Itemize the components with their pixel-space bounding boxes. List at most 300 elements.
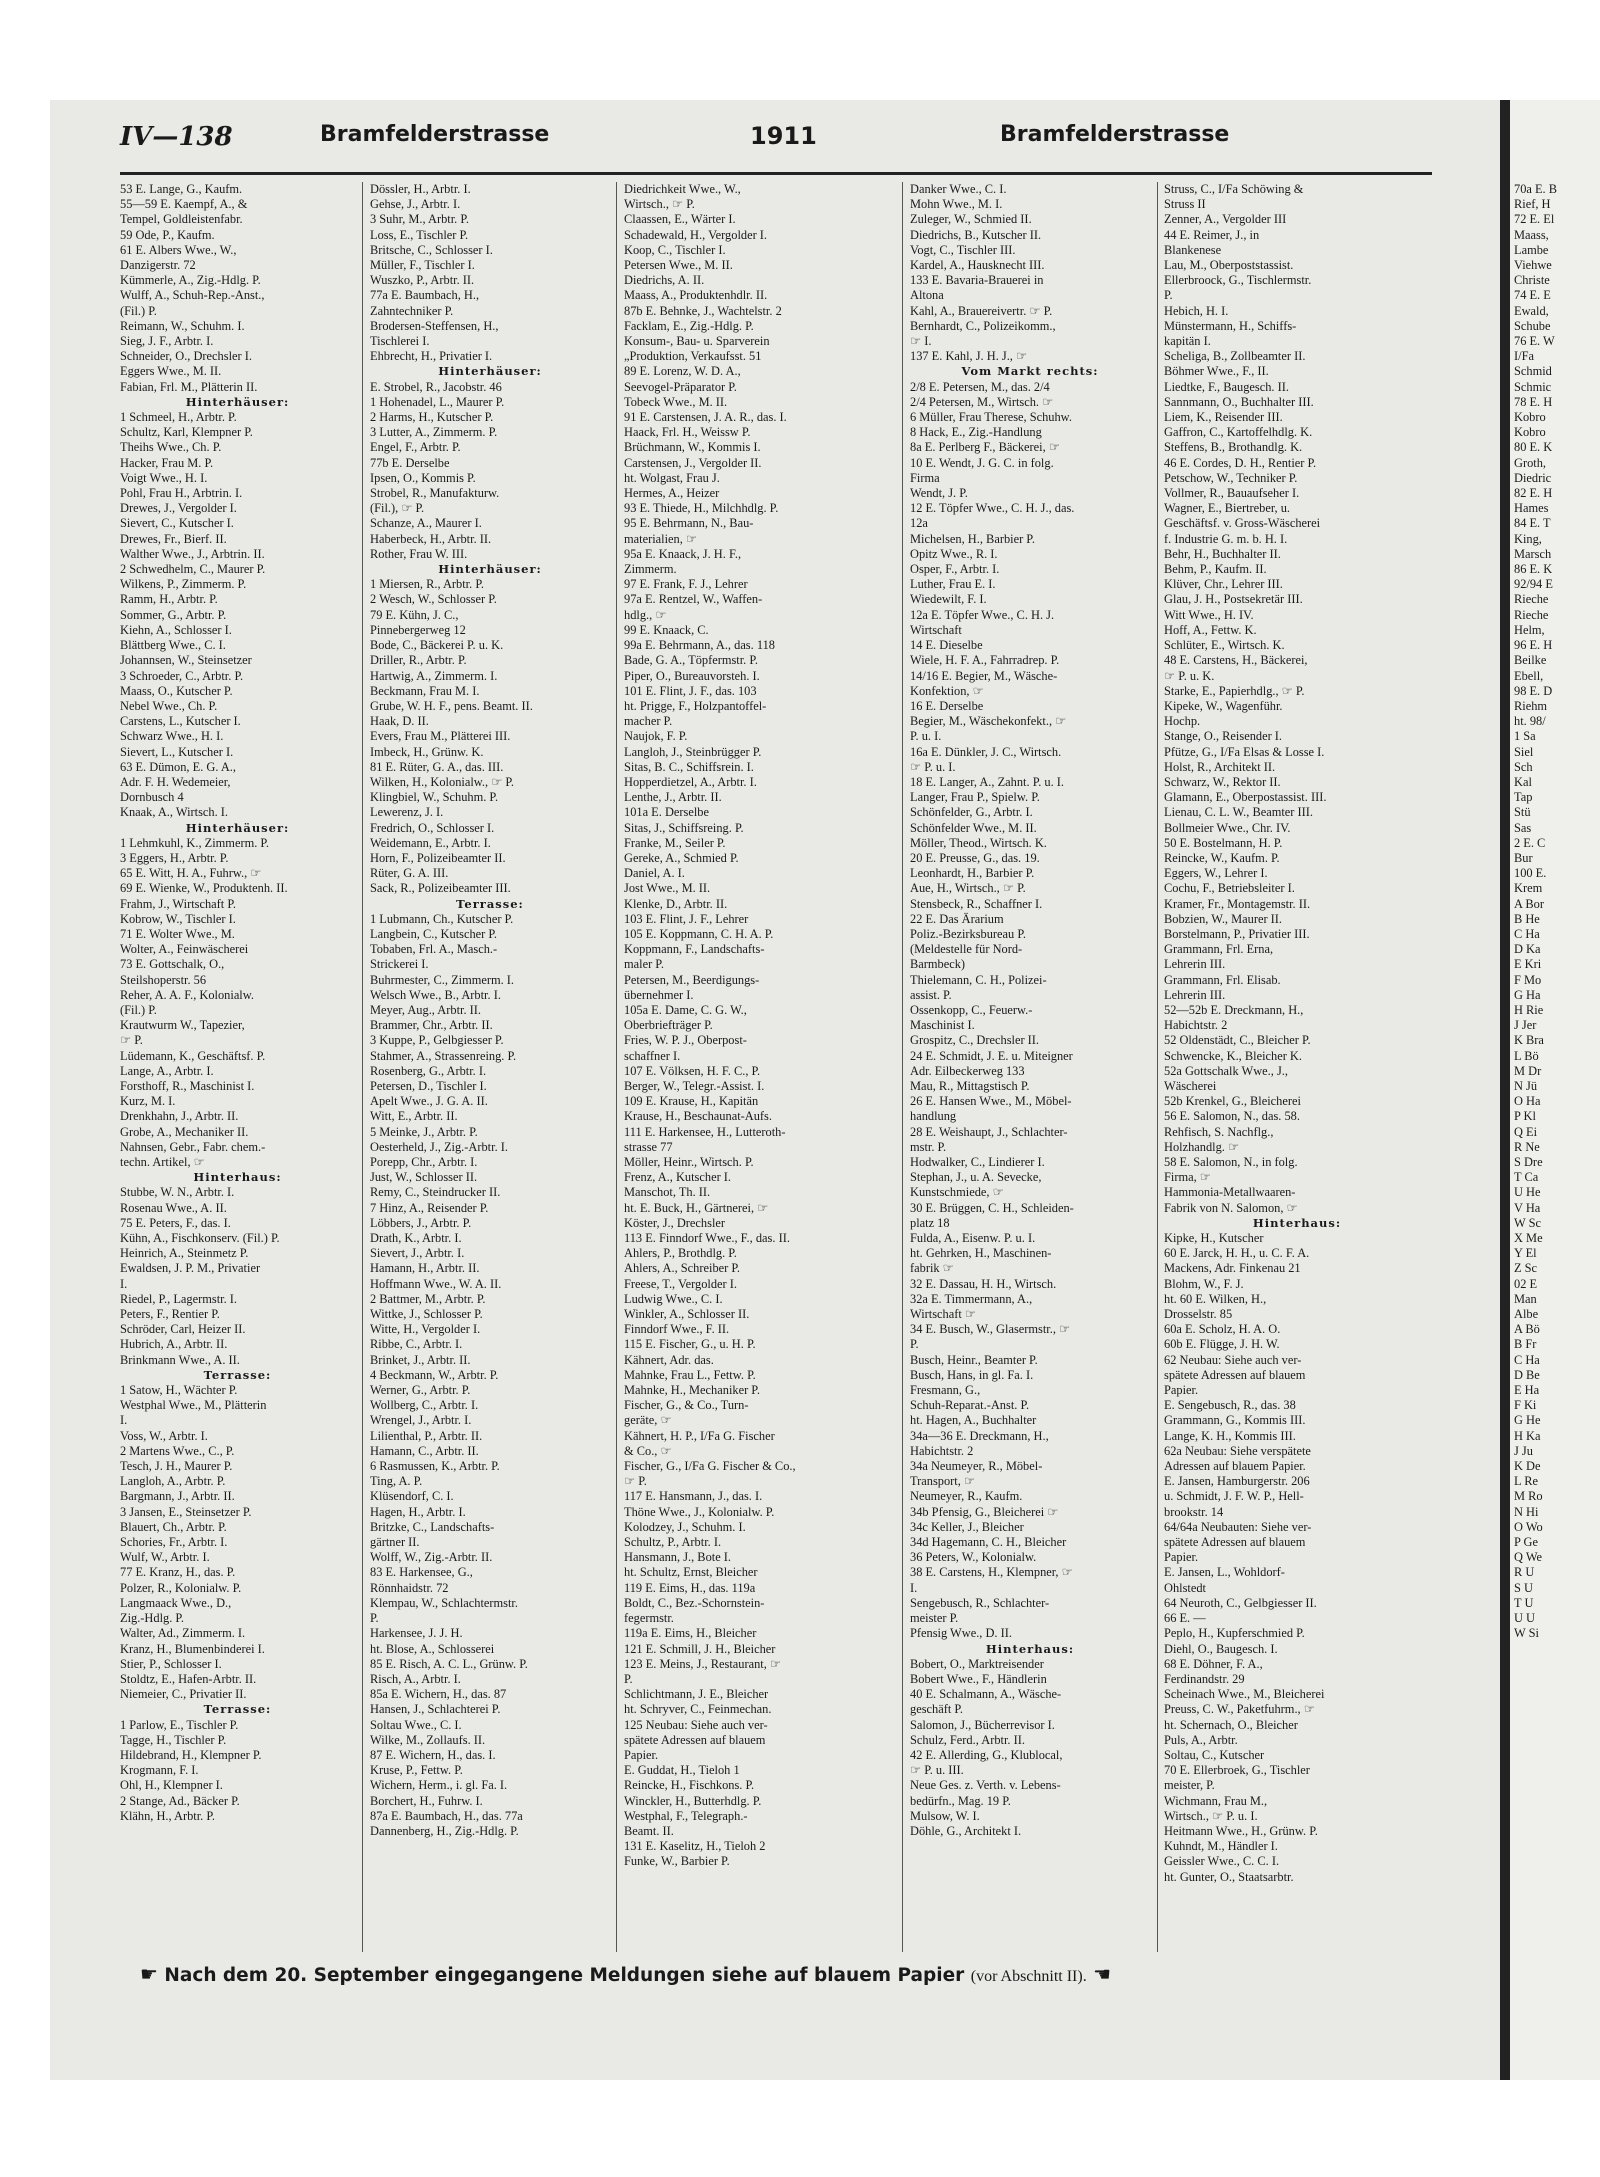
- directory-entry: Freese, T., Vergolder I.: [624, 1276, 737, 1291]
- directory-entry: Sieg, J. F., Arbtr. I.: [120, 334, 214, 349]
- directory-entry: Reincke, W., Kaufm. P.: [1164, 850, 1280, 865]
- next-page-entry: Kobro: [1514, 410, 1546, 425]
- directory-entry: Brinkmann Wwe., A. II.: [120, 1352, 240, 1367]
- directory-entry: Hochp.: [1164, 714, 1201, 729]
- directory-entry: Sack, R., Polizeibeamter III.: [370, 881, 511, 896]
- next-page-entry: D Be: [1514, 1367, 1540, 1382]
- next-page-entry: Schube: [1514, 318, 1551, 333]
- next-page-entry: 98 E. D: [1514, 683, 1553, 698]
- directory-entry: Wittke, J., Schlosser P.: [370, 1307, 483, 1322]
- next-page-entry: Kal: [1514, 774, 1532, 789]
- directory-entry: 71 E. Wolter Wwe., M.: [120, 926, 235, 941]
- directory-entry: 125 Neubau: Siehe auch ver-: [624, 1717, 768, 1732]
- directory-entry: Grammann, Frl. Elisab.: [1164, 972, 1281, 987]
- directory-entry: Langbein, C., Kutscher P.: [370, 926, 497, 941]
- directory-entry: Ahlers, A., Schreiber P.: [624, 1261, 740, 1276]
- directory-entry: 6 Müller, Frau Therese, Schuhw.: [910, 410, 1072, 425]
- directory-entry: Wilke, M., Zollaufs. II.: [370, 1732, 486, 1747]
- directory-entry: Horn, F., Polizeibeamter II.: [370, 850, 506, 865]
- directory-entry: 3 Suhr, M., Arbtr. P.: [370, 212, 469, 227]
- directory-entry: Haak, D. II.: [370, 714, 429, 729]
- directory-entry: Stensbeck, R., Schaffner I.: [910, 896, 1043, 911]
- directory-entry: Steilshoperstr. 56: [120, 972, 207, 987]
- directory-entry: meister P.: [910, 1611, 959, 1626]
- directory-entry: Holst, R., Architekt II.: [1164, 759, 1276, 774]
- directory-entry: 66 E. —: [1164, 1611, 1206, 1626]
- directory-entry: Borstelmann, P., Privatier III.: [1164, 926, 1310, 941]
- directory-entry: Rüter, G. A. III.: [370, 866, 449, 881]
- directory-entry: Geissler Wwe., C. C. I.: [1164, 1854, 1280, 1869]
- directory-entry: ht. Hagen, A., Buchhalter: [910, 1413, 1037, 1428]
- directory-entry: Kobrow, W., Tischler I.: [120, 911, 236, 926]
- directory-entry: Petersen Wwe., M. II.: [624, 258, 733, 273]
- directory-entry: Daniel, A. I.: [624, 866, 685, 881]
- directory-entry: Heinrich, A., Steinmetz P.: [120, 1246, 249, 1261]
- next-page-entry: U U: [1514, 1611, 1535, 1626]
- directory-entry: Rosenau Wwe., A. II.: [120, 1200, 227, 1215]
- directory-entry: Hamann, C., Arbtr. II.: [370, 1443, 479, 1458]
- directory-entry: Britsche, C., Schlosser I.: [370, 242, 493, 257]
- next-page-entry: 100 E.: [1514, 866, 1547, 881]
- next-page-entry: L Re: [1514, 1474, 1538, 1489]
- directory-entry: Beamt. II.: [624, 1823, 674, 1838]
- directory-entry: Hammonia-Metallwaaren-: [1164, 1185, 1296, 1200]
- directory-entry: Altona: [910, 288, 944, 303]
- directory-entry: ☞ P. u. K.: [1164, 668, 1215, 683]
- next-page-entry: Hames: [1514, 501, 1549, 516]
- directory-entry: Hansen, J., Schlachterei P.: [370, 1702, 501, 1717]
- pointing-hand-icon: ☛: [140, 1962, 158, 1986]
- directory-entry: Geschäftsf. v. Gross-Wäscherei: [1164, 516, 1321, 531]
- directory-entry: Oberbriefträger P.: [624, 1018, 713, 1033]
- next-page-entry: Z Sc: [1514, 1261, 1538, 1276]
- directory-entry: Wolff, W., Zig.-Arbtr. II.: [370, 1550, 493, 1565]
- directory-entry: Niemeier, C., Privatier II.: [120, 1687, 247, 1702]
- directory-entry: ht. Gehrken, H., Maschinen-: [910, 1246, 1052, 1261]
- directory-entry: Zahntechniker P.: [370, 303, 454, 318]
- directory-entry: Schanze, A., Maurer I.: [370, 516, 482, 531]
- directory-entry: Bobzien, W., Maurer II.: [1164, 911, 1283, 926]
- directory-entry: Just, W., Schlosser II.: [370, 1170, 478, 1185]
- directory-entry: Bollmeier Wwe., Chr. IV.: [1164, 820, 1291, 835]
- next-page-entry: King,: [1514, 531, 1542, 546]
- next-page-entry: Maass,: [1514, 227, 1549, 242]
- footer-subnote: (vor Abschnitt II).: [970, 1968, 1087, 1985]
- directory-entry: Papier.: [624, 1747, 659, 1762]
- next-page-entry: A Bö: [1514, 1322, 1540, 1337]
- directory-entry: Kahl, A., Brauereivertr. ☞ P.: [910, 303, 1053, 318]
- directory-entry: 60b E. Flügge, J. H. W.: [1164, 1337, 1280, 1352]
- directory-entry: 2 Stange, Ad., Bäcker P.: [120, 1793, 240, 1808]
- directory-entry: ☞ P.: [120, 1033, 143, 1048]
- directory-entry: Köster, J., Drechsler: [624, 1215, 726, 1230]
- directory-entry: Ewaldsen, J. P. M., Privatier: [120, 1261, 261, 1276]
- directory-entry: E. Jansen, L., Wohldorf-: [1164, 1565, 1285, 1580]
- section-heading: Hinterhaus:: [985, 1641, 1075, 1656]
- directory-entry: 20 E. Preusse, G., das. 19.: [910, 850, 1040, 865]
- directory-entry: 99 E. Knaack, C.: [624, 622, 709, 637]
- directory-entry: 52—52b E. Dreckmann, H.,: [1164, 1002, 1304, 1017]
- directory-entry: meister, P.: [1164, 1778, 1215, 1793]
- directory-entry: Bode, C., Bäckerei P. u. K.: [370, 638, 504, 653]
- directory-entry: Tobeck Wwe., M. II.: [624, 394, 728, 409]
- directory-entry: 79 E. Kühn, J. C.,: [370, 607, 459, 622]
- directory-entry: Tesch, J. H., Maurer P.: [120, 1459, 233, 1474]
- directory-entry: Sievert, L., Kutscher I.: [120, 744, 234, 759]
- directory-entry: Peters, F., Rentier P.: [120, 1307, 220, 1322]
- directory-entry: Berger, W., Telegr.-Assist. I.: [624, 1078, 765, 1093]
- directory-entry: Barmbeck): [910, 957, 966, 972]
- directory-entry: Salomon, J., Bücherrevisor I.: [910, 1717, 1055, 1732]
- directory-entry: Claassen, E., Wärter I.: [624, 212, 736, 227]
- directory-entry: Grospitz, C., Drechsler II.: [910, 1033, 1040, 1048]
- directory-entry: Weidemann, E., Arbtr. I.: [370, 835, 491, 850]
- directory-entry: Hodwalker, C., Lindierer I.: [910, 1155, 1045, 1169]
- directory-entry: I.: [910, 1580, 918, 1595]
- directory-entry: ☞ P.: [624, 1474, 647, 1489]
- directory-entry: Schlichtmann, J. E., Bleicher: [624, 1687, 769, 1702]
- directory-entry: Stange, O., Reisender I.: [1164, 729, 1283, 744]
- next-page-entry: W Sc: [1514, 1215, 1541, 1230]
- directory-entry: Klingbiel, W., Schuhm. P.: [370, 790, 499, 805]
- directory-entry: 34c Keller, J., Bleicher: [910, 1519, 1024, 1534]
- directory-entry: Maass, A., Produktenhdlr. II.: [624, 288, 768, 303]
- directory-entry: 68 E. Döhner, F. A.,: [1164, 1656, 1263, 1671]
- next-page-entry: 92/94 E: [1514, 577, 1553, 592]
- directory-entry: Klüver, Chr., Lehrer III.: [1164, 577, 1283, 592]
- directory-entry: Ohlstedt: [1164, 1580, 1206, 1595]
- next-page-entry: K Bra: [1514, 1033, 1544, 1048]
- pointing-hand-left-icon: ☚: [1093, 1962, 1112, 1986]
- next-page-entry: S U: [1514, 1580, 1533, 1595]
- directory-entry: spätete Adressen auf blauem: [1164, 1535, 1306, 1550]
- directory-entry: 12 E. Töpfer Wwe., C. H. J., das.: [910, 501, 1075, 516]
- next-page-entry: Beilke: [1514, 653, 1547, 668]
- directory-entry: Ellerbroock, G., Tischlermstr.: [1164, 273, 1312, 288]
- directory-entry: Klüsendorf, C. I.: [370, 1489, 454, 1504]
- directory-entry: P.: [1164, 288, 1173, 303]
- directory-entry: 70 E. Ellerbroek, G., Tischler: [1164, 1763, 1310, 1778]
- directory-entry: Hagen, H., Arbtr. I.: [370, 1504, 466, 1519]
- directory-entry: Holzhandlg. ☞: [1164, 1139, 1240, 1154]
- directory-entry: Hartwig, A., Zimmerm. I.: [370, 668, 498, 683]
- directory-entry: ht. Blose, A., Schlosserei: [370, 1641, 495, 1656]
- next-page-entry: Stü: [1514, 805, 1531, 820]
- directory-entry: Polzer, R., Kolonialw. P.: [120, 1580, 242, 1595]
- directory-entry: Preuss, C. W., Paketfuhrm., ☞: [1164, 1702, 1315, 1717]
- directory-entry: 87a E. Baumbach, H., das. 77a: [370, 1808, 523, 1823]
- directory-entry: 1 Lehmkuhl, K., Zimmerm. P.: [120, 835, 270, 850]
- directory-entry: Stahmer, A., Strassenreing. P.: [370, 1048, 517, 1063]
- next-page-entry: Krem: [1514, 881, 1543, 896]
- directory-entry: 97a E. Rentzel, W., Waffen-: [624, 592, 763, 607]
- next-page-entry: F Mo: [1514, 972, 1542, 987]
- directory-entry: Sitas, J., Schiffsreing. P.: [624, 820, 744, 835]
- directory-entry: 8 Hack, E., Zig.-Handlung: [910, 425, 1042, 440]
- directory-entry: 2 Martens Wwe., C., P.: [120, 1443, 235, 1458]
- directory-entry: Kipke, H., Kutscher: [1164, 1231, 1264, 1246]
- directory-entry: Rehfisch, S. Nachflg.,: [1164, 1124, 1274, 1139]
- next-page-entry: H Rie: [1514, 1002, 1544, 1017]
- directory-entry: Lange, K. H., Kommis III.: [1164, 1428, 1296, 1443]
- directory-entry: Hoff, A., Fettw. K.: [1164, 622, 1257, 637]
- directory-entry: 111 E. Harkensee, H., Lutteroth-: [624, 1124, 786, 1139]
- next-page-entry: 1 Sa: [1514, 729, 1536, 744]
- next-page-entry: G He: [1514, 1413, 1541, 1428]
- directory-entry: Loss, E., Tischler P.: [370, 227, 469, 242]
- page-number: IV—138: [120, 122, 233, 152]
- directory-entry: Pohl, Frau H., Arbtrin. I.: [120, 486, 243, 501]
- directory-entry: gärtner II.: [370, 1535, 420, 1550]
- directory-entry: Lewerenz, J. I.: [370, 805, 444, 820]
- directory-entry: Walther Wwe., J., Arbtrin. II.: [120, 546, 265, 561]
- directory-entry: Hopperdietzel, A., Arbtr. I.: [624, 774, 757, 789]
- directory-entry: Michelsen, H., Barbier P.: [910, 531, 1035, 546]
- directory-entry: Fredrich, O., Schlosser I.: [370, 820, 495, 835]
- directory-entry: P.: [910, 1337, 919, 1352]
- section-heading: Terrasse:: [456, 896, 524, 911]
- next-page-entry: Q Ei: [1514, 1124, 1538, 1139]
- directory-entry: 52 Oldenstädt, C., Bleicher P.: [1164, 1033, 1311, 1048]
- directory-entry: Borchert, H., Fuhrw. I.: [370, 1793, 483, 1808]
- directory-entry: Ludwig Wwe., C. I.: [624, 1291, 723, 1306]
- directory-entry: 3 Kuppe, P., Gelbgiesser P.: [370, 1033, 504, 1048]
- directory-entry: 3 Eggers, H., Arbtr. P.: [120, 850, 229, 865]
- next-page-entry: 80 E. K: [1514, 440, 1553, 455]
- next-page-entry: A Bor: [1514, 896, 1544, 911]
- directory-entry: Kramer, Fr., Montagemstr. II.: [1164, 896, 1311, 911]
- directory-entry: Petersen, M., Beerdigungs-: [624, 972, 760, 987]
- directory-entry: 81 E. Rüter, G. A., das. III.: [370, 759, 504, 774]
- directory-entry: 5 Meinke, J., Arbtr. P.: [370, 1124, 478, 1139]
- directory-entry: Adressen auf blauem Papier.: [1164, 1459, 1306, 1474]
- column-divider: [902, 182, 903, 1952]
- next-page-edge: [1510, 100, 1600, 2080]
- directory-entry: Schwarz, W., Rektor II.: [1164, 774, 1281, 789]
- directory-entry: Hermes, A., Heizer: [624, 486, 720, 501]
- directory-entry: Soltau Wwe., C. I.: [370, 1717, 462, 1732]
- directory-entry: Mackens, Adr. Finkenau 21: [1164, 1261, 1301, 1276]
- next-page-entry: Man: [1514, 1291, 1537, 1306]
- next-page-entry: 82 E. H: [1514, 486, 1553, 501]
- directory-entry: 62 Neubau: Siehe auch ver-: [1164, 1352, 1302, 1367]
- directory-entry: 107 E. Völksen, H. F. C., P.: [624, 1063, 761, 1078]
- directory-entry: 121 E. Schmill, J. H., Bleicher: [624, 1641, 776, 1656]
- next-page-entry: Y El: [1514, 1246, 1537, 1261]
- next-page-entry: G Ha: [1514, 987, 1541, 1002]
- column-divider: [362, 182, 363, 1952]
- directory-entry: E. Jansen, Hamburgerstr. 206: [1164, 1474, 1310, 1489]
- directory-entry: Grammann, G., Kommis III.: [1164, 1413, 1306, 1428]
- directory-entry: 60 E. Jarck, H. H., u. C. F. A.: [1164, 1246, 1310, 1261]
- directory-entry: 14/16 E. Begier, M., Wäsche-: [910, 668, 1058, 683]
- directory-entry: Beckmann, Frau M. I.: [370, 683, 480, 698]
- directory-entry: Ossenkopp, C., Feuerw.-: [910, 1002, 1033, 1017]
- directory-entry: Schulz, Ferd., Arbtr. II.: [910, 1732, 1025, 1747]
- directory-entry: 32 E. Dassau, H. H., Wirtsch.: [910, 1276, 1057, 1291]
- directory-entry: schaffner I.: [624, 1048, 681, 1063]
- directory-entry: mstr. P.: [910, 1139, 947, 1154]
- directory-entry: ht. Gunter, O., Staatsarbtr.: [1164, 1869, 1294, 1884]
- next-page-entry: V Ha: [1514, 1200, 1541, 1215]
- directory-entry: macher P.: [624, 714, 673, 729]
- directory-entry: Meyer, Aug., Arbtr. II.: [370, 1002, 481, 1017]
- directory-entry: Bade, G. A., Töpfermstr. P.: [624, 653, 758, 668]
- directory-entry: 85a E. Wichern, H., das. 87: [370, 1687, 507, 1702]
- directory-entry: Langer, Frau P., Spielw. P.: [910, 790, 1040, 805]
- directory-entry: Scheliga, B., Zollbeamter II.: [1164, 349, 1306, 364]
- directory-entry: Drewes, Fr., Bierf. II.: [120, 531, 227, 546]
- directory-entry: Krogmann, F. I.: [120, 1763, 199, 1778]
- directory-entry: 42 E. Allerding, G., Klublocal,: [910, 1747, 1063, 1762]
- directory-entry: 101a E. Derselbe: [624, 805, 709, 820]
- directory-entry: 105a E. Dame, C. G. W.,: [624, 1002, 747, 1017]
- directory-entry: Haack, Frl. H., Weissw P.: [624, 425, 751, 440]
- footer-text: Nach dem 20. September eingegangene Meldungen siehe auf blauem Papier: [164, 1965, 965, 1986]
- directory-entry: Bobert Wwe., F., Händlerin: [910, 1671, 1047, 1686]
- directory-entry: Risch, A., Arbtr. I.: [370, 1671, 461, 1686]
- next-page-entry: H Ka: [1514, 1428, 1541, 1443]
- next-page-entry: Christe: [1514, 273, 1550, 288]
- section-heading: Hinterhaus:: [1252, 1215, 1342, 1230]
- directory-entry: Jost Wwe., M. II.: [624, 881, 711, 896]
- section-heading: Hinterhäuser:: [438, 562, 542, 577]
- next-page-entry: Albe: [1514, 1307, 1539, 1322]
- next-page-entry: Sch: [1514, 759, 1533, 774]
- directory-entry: 48 E. Carstens, H., Bäckerei,: [1164, 653, 1308, 668]
- directory-entry: Tagge, H., Tischler P.: [120, 1732, 227, 1747]
- next-page-entry: P Kl: [1514, 1109, 1536, 1124]
- directory-entry: Drenkhahn, J., Arbtr. II.: [120, 1109, 239, 1124]
- directory-entry: Winkler, A., Schlosser II.: [624, 1307, 750, 1322]
- next-page-entry: Diedric: [1514, 470, 1552, 485]
- directory-entry: Westphal, F., Telegraph.-: [624, 1808, 748, 1823]
- directory-entry: Möller, Theod., Wirtsch. K.: [910, 835, 1047, 850]
- directory-entry: Ramm, H., Arbtr. P.: [120, 592, 218, 607]
- directory-entry: ht. E. Buck, H., Gärtnerei, ☞: [624, 1200, 769, 1215]
- directory-entry: ☞ P. u. III.: [910, 1763, 964, 1778]
- directory-entry: Gaffron, C., Kartoffelhdlg. K.: [1164, 425, 1313, 440]
- next-page-entry: O Ha: [1514, 1094, 1541, 1109]
- directory-entry: Haberbeck, H., Arbtr. II.: [370, 531, 492, 546]
- directory-entry: Schories, Fr., Arbtr. I.: [120, 1535, 228, 1550]
- directory-entry: 2 Harms, H., Kutscher P.: [370, 410, 494, 425]
- directory-entry: Klähn, H., Arbtr. P.: [120, 1808, 215, 1823]
- directory-entry: 97 E. Frank, F. J., Lehrer: [624, 577, 748, 592]
- directory-entry: Britzke, C., Landschafts-: [370, 1519, 495, 1534]
- directory-entry: Osper, F., Arbtr. I.: [910, 562, 1000, 577]
- directory-entry: I.: [120, 1413, 128, 1428]
- directory-entry: Boldt, C., Bez.-Schornstein-: [624, 1595, 765, 1610]
- directory-entry: 2/8 E. Petersen, M., das. 2/4: [910, 379, 1050, 394]
- directory-entry: „Produktion, Verkaufsst. 51: [624, 349, 762, 364]
- directory-entry: Kuhndt, M., Händler I.: [1164, 1839, 1278, 1854]
- directory-entry: Forsthoff, R., Maschinist I.: [120, 1078, 255, 1093]
- directory-entry: Maass, O., Kutscher P.: [120, 683, 233, 698]
- next-page-entry: D Ka: [1514, 942, 1541, 957]
- directory-entry: Wendt, J. P.: [910, 486, 968, 501]
- directory-entry: 113 E. Finndorf Wwe., F., das. II.: [624, 1231, 790, 1246]
- next-page-entry: T U: [1514, 1595, 1534, 1610]
- directory-entry: 40 E. Schalmann, A., Wäsche-: [910, 1687, 1062, 1702]
- directory-entry: E. Guddat, H., Tieloh 1: [624, 1763, 740, 1778]
- directory-entry: Dannenberg, H., Zig.-Hdlg. P.: [370, 1823, 519, 1838]
- directory-entry: Mau, R., Mittagstisch P.: [910, 1078, 1030, 1093]
- directory-entry: Funke, W., Barbier P.: [624, 1854, 730, 1869]
- directory-entry: Kurz, M. I.: [120, 1094, 176, 1109]
- directory-entry: Behm, P., Kaufm. II.: [1164, 562, 1267, 577]
- directory-entry: 16 E. Derselbe: [910, 698, 984, 713]
- directory-entry: Walter, Ad., Zimmerm. I.: [120, 1626, 246, 1641]
- directory-entry: 16a E. Dünkler, J. C., Wirtsch.: [910, 744, 1062, 759]
- next-page-entry: Rieche: [1514, 607, 1549, 622]
- directory-entry: Welsch Wwe., B., Arbtr. I.: [370, 987, 501, 1002]
- directory-entry: Facklam, E., Zig.-Hdlg. P.: [624, 318, 754, 333]
- directory-entry: 95a E. Knaack, J. H. F.,: [624, 546, 742, 561]
- directory-entry: Glau, J. H., Postsekretär III.: [1164, 592, 1303, 607]
- directory-entry: Ahlers, P., Brothdlg. P.: [624, 1246, 737, 1261]
- directory-entry: Lehrerin III.: [1164, 987, 1226, 1002]
- directory-entry: platz 18: [910, 1215, 950, 1230]
- directory-entry: Frenz, A., Kutscher I.: [624, 1170, 732, 1185]
- directory-entry: Brammer, Chr., Arbtr. II.: [370, 1018, 493, 1033]
- directory-entry: Schultz, Karl, Klempner P.: [120, 425, 253, 440]
- directory-entry: 30 E. Brüggen, C. H., Schleiden-: [910, 1200, 1074, 1215]
- next-page-entry: F Ki: [1514, 1398, 1537, 1413]
- directory-entry: Kunstschmiede, ☞: [910, 1185, 1004, 1200]
- directory-entry: Diehl, O., Baugesch. I.: [1164, 1641, 1278, 1656]
- directory-entry: Firma: [910, 470, 940, 485]
- next-page-entry: 84 E. T: [1514, 516, 1551, 531]
- directory-entry: Schadewald, H., Vergolder I.: [624, 227, 768, 242]
- directory-entry: Fabian, Frl. M., Plätterin II.: [120, 379, 258, 394]
- directory-entry: 87 E. Wichern, H., das. I.: [370, 1747, 496, 1762]
- directory-entry: Diedrichs, A. II.: [624, 273, 705, 288]
- directory-entry: Schönfelder Wwe., M. II.: [910, 820, 1037, 835]
- directory-entry: Grammann, Frl. Erna,: [1164, 942, 1274, 957]
- next-page-entry: 72 E. El: [1514, 212, 1555, 227]
- directory-entry: Adr. Eilbeckerweg 133: [910, 1063, 1025, 1078]
- directory-entry: Begier, M., Wäschekonfekt., ☞: [910, 714, 1067, 729]
- directory-entry: E. Sengebusch, R., das. 38: [1164, 1398, 1296, 1413]
- directory-entry: Mahnke, Frau L., Fettw. P.: [624, 1367, 756, 1382]
- next-page-entry: K De: [1514, 1459, 1541, 1474]
- directory-entry: brookstr. 14: [1164, 1504, 1224, 1519]
- directory-entry: Stoldtz, E., Hafen-Arbtr. II.: [120, 1671, 257, 1686]
- directory-entry: Kiehn, A., Schlosser I.: [120, 622, 232, 637]
- next-page-entry: Siel: [1514, 744, 1534, 759]
- next-page-entry: 78 E. H: [1514, 394, 1553, 409]
- directory-entry: Bargmann, J., Arbtr. II.: [120, 1489, 235, 1504]
- directory-entry: 14 E. Dieselbe: [910, 638, 983, 653]
- directory-entry: Nebel Wwe., Ch. P.: [120, 698, 218, 713]
- directory-entry: Wuszko, P., Arbtr. II.: [370, 273, 475, 288]
- directory-entry: 58 E. Salomon, N., in folg.: [1164, 1155, 1298, 1169]
- directory-entry: Reimann, W., Schuhm. I.: [120, 318, 245, 333]
- directory-entry: Koppmann, F., Landschafts-: [624, 942, 765, 957]
- directory-entry: Hamann, H., Arbtr. II.: [370, 1261, 480, 1276]
- directory-entry: 87b E. Behnke, J., Wachtelstr. 2: [624, 303, 782, 318]
- directory-entry: Westphal Wwe., M., Plätterin: [120, 1398, 267, 1413]
- directory-entry: (Meldestelle für Nord-: [910, 942, 1023, 957]
- directory-entry: 75 E. Peters, F., das. I.: [120, 1215, 231, 1230]
- directory-entry: Peplo, H., Kupferschmied P.: [1164, 1626, 1305, 1641]
- directory-entry: Fresmann, G.,: [910, 1383, 981, 1398]
- directory-entry: 91 E. Carstensen, J. A. R., das. I.: [624, 410, 787, 425]
- directory-entry: Schönfelder, G., Arbtr. I.: [910, 805, 1033, 820]
- section-heading: Hinterhäuser:: [438, 364, 542, 379]
- directory-entry: 99a E. Behrmann, A., das. 118: [624, 638, 775, 653]
